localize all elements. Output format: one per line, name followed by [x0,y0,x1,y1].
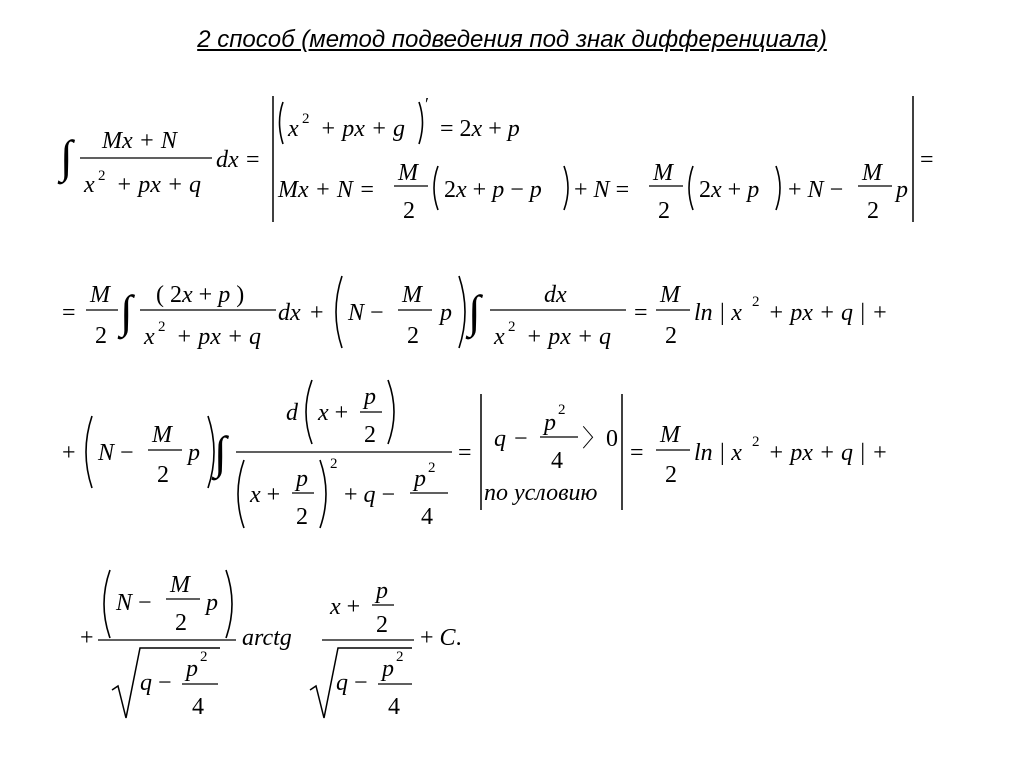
svg-text:=: = [246,147,260,173]
svg-text:= 2x + p: = 2x + p [440,116,520,142]
formula-line-2 [62,276,888,350]
svg-text:′: ′ [425,94,429,114]
svg-text:2: 2 [302,111,310,127]
svg-text:M: M [653,160,673,186]
svg-text:M: M [660,282,680,308]
svg-text:〉0: 〉0 [582,426,618,452]
svg-text:2: 2 [752,434,760,450]
svg-text:4: 4 [388,694,400,720]
svg-text:∫: ∫ [468,286,481,337]
svg-text:q −: q − [336,670,368,696]
svg-text:+ N =: + N = [574,177,630,203]
svg-text:2: 2 [95,323,107,349]
svg-text:x +: x + [318,400,349,426]
svg-text:p: p [376,578,388,604]
svg-text:2: 2 [665,462,677,488]
svg-text:2: 2 [98,168,106,184]
svg-text:2: 2 [157,462,169,488]
svg-text:q: q [494,426,506,452]
svg-text:Mx + N =: Mx + N = [278,177,376,203]
svg-text:arctg: arctg [242,625,292,651]
svg-text:p: p [188,440,200,466]
svg-text:+ px + q | +: + px + q | + [768,440,888,466]
condition-label: по условию [484,480,598,506]
svg-text:2: 2 [407,323,419,349]
svg-text:p: p [896,177,908,203]
svg-text:4: 4 [551,448,563,474]
svg-text:+ px + q: + px + q [526,324,612,350]
svg-text:+: + [80,625,94,651]
svg-text:M: M [660,422,680,448]
svg-text:2: 2 [403,198,415,224]
svg-text:2: 2 [376,612,388,638]
svg-text:ln | x: ln | x [694,300,742,326]
svg-text:+: + [62,440,76,466]
svg-text:p: p [382,656,394,682]
svg-text:M: M [90,282,110,308]
formula-line-4 [80,570,462,720]
svg-text:2x + p − p: 2x + p − p [444,177,542,203]
svg-text:+ px + q | +: + px + q | + [768,300,888,326]
svg-text:x: x [288,116,299,142]
svg-text:x: x [144,324,155,350]
svg-text:2: 2 [558,402,566,418]
svg-text:( 2x + p ): ( 2x + p ) [156,282,245,308]
svg-text:M: M [398,160,418,186]
svg-text:+ px + q: + px + q [176,324,262,350]
svg-text:∫: ∫ [120,286,133,337]
integral-sign: ∫ [60,131,73,182]
svg-text:2: 2 [428,460,436,476]
svg-text:dx: dx [216,147,239,173]
svg-text:d: d [286,400,298,426]
svg-text:N −: N − [98,440,134,466]
svg-text:2: 2 [200,649,208,665]
svg-text:=: = [630,440,644,466]
svg-text:x +: x + [250,482,281,508]
svg-text:4: 4 [421,504,433,530]
svg-text:+: + [310,300,324,326]
page-title: 2 способ (метод подведения под знак дифференциала) [197,26,827,53]
svg-text:2: 2 [665,323,677,349]
svg-text:M: M [862,160,882,186]
svg-text:+ px + q: + px + q [116,172,202,198]
svg-text:∫: ∫ [214,427,227,478]
svg-text:N −: N − [348,300,384,326]
svg-text:+ N −: + N − [788,177,844,203]
svg-text:2x + p: 2x + p [699,177,760,203]
svg-text:2: 2 [508,319,516,335]
formula-line-1 [57,94,934,224]
svg-text:=: = [458,440,472,466]
svg-text:4: 4 [192,694,204,720]
svg-text:+ C.: + C. [420,625,462,651]
svg-text:2: 2 [175,610,187,636]
svg-text:x: x [494,324,505,350]
svg-text:+ q −: + q − [344,482,396,508]
svg-text:+ px + g: + px + g [320,116,406,142]
svg-text:2: 2 [364,422,376,448]
svg-text:p: p [364,384,376,410]
svg-text:=: = [920,147,934,173]
svg-text:=: = [634,300,648,326]
svg-text:N −: N − [116,590,152,616]
svg-text:2: 2 [158,319,166,335]
svg-text:x +: x + [330,594,361,620]
svg-text:M: M [402,282,422,308]
svg-text:x: x [84,172,95,198]
svg-text:dx: dx [278,300,301,326]
svg-text:ln | x: ln | x [694,440,742,466]
svg-text:−: − [514,426,528,452]
svg-text:p: p [414,466,426,492]
frac-num: Mx + N [102,128,177,154]
svg-text:2: 2 [296,504,308,530]
svg-text:M: M [170,572,190,598]
svg-text:p: p [440,300,452,326]
svg-text:2: 2 [658,198,670,224]
formula-line-3 [62,380,888,530]
svg-text:p: p [186,656,198,682]
svg-text:2: 2 [867,198,879,224]
svg-text:q −: q − [140,670,172,696]
svg-text:dx: dx [544,282,567,308]
svg-text:M: M [152,422,172,448]
svg-text:2: 2 [752,294,760,310]
svg-text:p: p [296,466,308,492]
svg-text:2: 2 [396,649,404,665]
svg-text:p: p [544,410,556,436]
svg-text:=: = [62,300,76,326]
svg-text:p: p [206,590,218,616]
svg-text:2: 2 [330,456,338,472]
